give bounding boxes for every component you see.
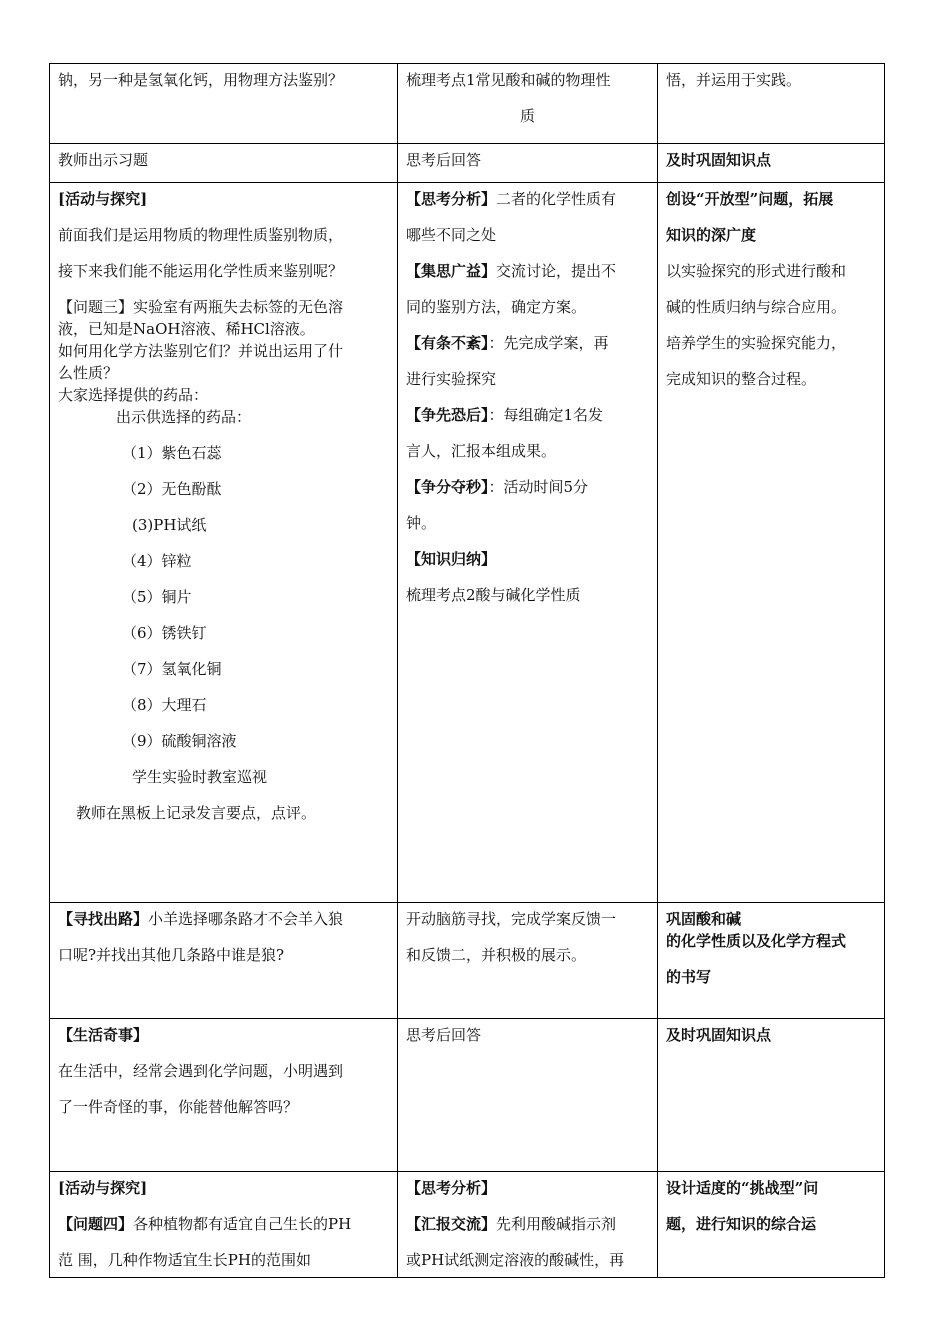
design-intent-cell [658, 1019, 885, 1172]
drug-item: （6）锈铁钉 [122, 624, 207, 642]
student-activity-cell [398, 183, 658, 903]
question-text: 如何用化学方法鉴别它们？并说出运用了什 [58, 342, 344, 360]
cell-text: 悟，并运用于实践。 [666, 71, 802, 89]
cell-text: 小羊选择哪条路才不会羊入狼 [148, 910, 344, 928]
question-text: 液，已知是NaOH溶液、稀HCl溶液。 [58, 320, 315, 338]
cell-line [406, 260, 649, 282]
table-row [50, 1019, 885, 1172]
cell-text: 培养学生的实验探究能力， [666, 334, 847, 352]
cell-text: 教师出示习题 [58, 151, 149, 169]
activity-tag: 【集思广益】 [406, 262, 497, 280]
cell-text: 学生实验时教室巡视 [132, 768, 268, 786]
cell-text: 二者的化学性质有 [496, 190, 617, 208]
table-row [50, 144, 885, 183]
teacher-activity-cell [50, 64, 398, 144]
cell-text: 前面我们是运用物质的物理性质鉴别物质， [58, 226, 344, 244]
cell-line [406, 584, 649, 606]
section-heading: [活动与探究] [58, 1179, 148, 1197]
cell-text: 及时巩固知识点 [666, 151, 772, 169]
cell-text: 及时巩固知识点 [666, 1026, 772, 1044]
section-heading: 【生活奇事】 [58, 1026, 149, 1044]
cell-text: 教师在黑板上记录发言要点，点评。 [76, 804, 317, 822]
cell-text: 的书写 [666, 968, 712, 986]
activity-tag: 【争先恐后】 [406, 406, 489, 424]
table-row [50, 183, 885, 903]
cell-text: 口呢?并找出其他几条路中谁是狼? [58, 946, 285, 964]
cell-text: 接下来我们能不能运用化学性质来鉴别呢？ [58, 262, 344, 280]
cell-text: 思考后回答 [406, 151, 482, 169]
cell-line [406, 512, 649, 534]
cell-line [406, 1213, 649, 1235]
cell-line [406, 296, 649, 318]
student-activity-cell [398, 903, 658, 1019]
drug-item: （4）锌粒 [122, 552, 192, 570]
design-intent-cell [658, 1172, 885, 1278]
cell-text: 了一件奇怪的事，你能替他解答吗？ [58, 1098, 299, 1116]
cell-text: ：先完成学案，再 [488, 334, 609, 352]
teacher-activity-cell [50, 903, 398, 1019]
cell-text: 或PH试纸测定溶液的酸碱性，再 [406, 1251, 625, 1269]
cell-text: 的化学性质以及化学方程式 [666, 932, 847, 950]
cell-text: ：每组确定1名发 [488, 406, 604, 424]
activity-tag: 【问题四】 [58, 1215, 134, 1233]
student-activity-cell [398, 1019, 658, 1172]
table-row [50, 1172, 885, 1278]
cell-text: 完成知识的整合过程。 [666, 370, 817, 388]
drug-item: (3)PH试纸 [132, 516, 207, 534]
cell-line [406, 440, 649, 462]
design-intent-cell [658, 144, 885, 183]
cell-text: 交流讨论，提出不 [496, 262, 617, 280]
activity-tag: 【思考分析】 [406, 190, 497, 208]
section-heading: [活动与探究] [58, 190, 148, 208]
cell-text: 知识的深广度 [666, 226, 757, 244]
cell-line [58, 1213, 389, 1235]
cell-text: 和反馈二，并积极的展示。 [406, 946, 587, 964]
cell-text: 题，进行知识的综合运 [666, 1215, 817, 1233]
cell-line [406, 368, 649, 390]
cell-line [406, 188, 649, 210]
activity-tag: 【知识归纳】 [406, 550, 497, 568]
question-text: 大家选择提供的药品： [58, 386, 209, 404]
cell-line [406, 548, 649, 570]
teacher-activity-cell [50, 1019, 398, 1172]
cell-text: 以实验探究的形式进行酸和 [666, 262, 847, 280]
student-activity-cell [398, 144, 658, 183]
teacher-activity-cell [50, 1172, 398, 1278]
cell-text: 质 [519, 107, 535, 125]
drug-item: （5）铜片 [122, 588, 192, 606]
cell-text: 先利用酸碱指示剂 [496, 1215, 617, 1233]
cell-line [406, 476, 649, 498]
design-intent-cell [658, 64, 885, 144]
activity-tag: 【有条不紊】 [406, 334, 489, 352]
cell-line [406, 224, 649, 246]
activity-tag: 【汇报交流】 [406, 1215, 497, 1233]
drug-item: （1）紫色石蕊 [122, 444, 222, 462]
teacher-activity-cell [50, 183, 398, 903]
teacher-activity-cell [50, 144, 398, 183]
cell-text: 进行实验探究 [406, 370, 497, 388]
cell-text: 各种植物都有适宜自己生长的PH [133, 1215, 352, 1233]
cell-text: 范 围，几种作物适宜生长PH的范围如 [58, 1251, 311, 1269]
cell-line [406, 332, 649, 354]
cell-text: 巩固酸和碱 [666, 910, 742, 928]
cell-text: ：活动时间5分 [488, 478, 589, 496]
lesson-plan-table [49, 63, 885, 1278]
design-intent-cell [658, 903, 885, 1019]
cell-text: 碱的性质归纳与综合应用。 [666, 298, 847, 316]
cell-text: 思考后回答 [406, 1026, 482, 1044]
student-activity-cell [398, 64, 658, 144]
drug-item: （8）大理石 [122, 696, 207, 714]
drug-item: （2）无色酚酞 [122, 480, 222, 498]
activity-tag: 【寻找出路】 [58, 910, 149, 928]
drug-item: （9）硫酸铜溶液 [122, 732, 237, 750]
cell-text: 钟。 [406, 514, 437, 532]
cell-text: 设计适度的“挑战型”问 [666, 1179, 819, 1197]
cell-text: 开动脑筋寻找，完成学案反馈一 [406, 910, 617, 928]
student-activity-cell [398, 1172, 658, 1278]
cell-line [58, 908, 389, 930]
activity-tag: 【思考分析】 [406, 1179, 497, 1197]
question-text: 【问题三】实验室有两瓶失去标签的无色溶 [58, 298, 344, 316]
cell-text: 钠，另一种是氢氧化钙，用物理方法鉴别？ [58, 71, 344, 89]
activity-tag: 【争分夺秒】 [406, 478, 489, 496]
design-intent-cell [658, 183, 885, 903]
question-text: 么性质？ [58, 364, 119, 382]
cell-text: 创设“开放型”问题，拓展 [666, 190, 834, 208]
cell-text: 梳理考点2酸与碱化学性质 [406, 586, 581, 604]
table-row [50, 903, 885, 1019]
cell-text: 言人，汇报本组成果。 [406, 442, 557, 460]
drug-item: （7）氢氧化铜 [122, 660, 222, 678]
cell-text: 哪些不同之处 [406, 226, 497, 244]
drug-list-title: 出示供选择的药品： [116, 408, 252, 426]
cell-text: 梳理考点1常见酸和碱的物理性 [406, 71, 611, 89]
cell-line [406, 404, 649, 426]
cell-text: 在生活中，经常会遇到化学问题，小明遇到 [58, 1062, 344, 1080]
table-row [50, 64, 885, 144]
cell-text: 同的鉴别方法，确定方案。 [406, 298, 587, 316]
